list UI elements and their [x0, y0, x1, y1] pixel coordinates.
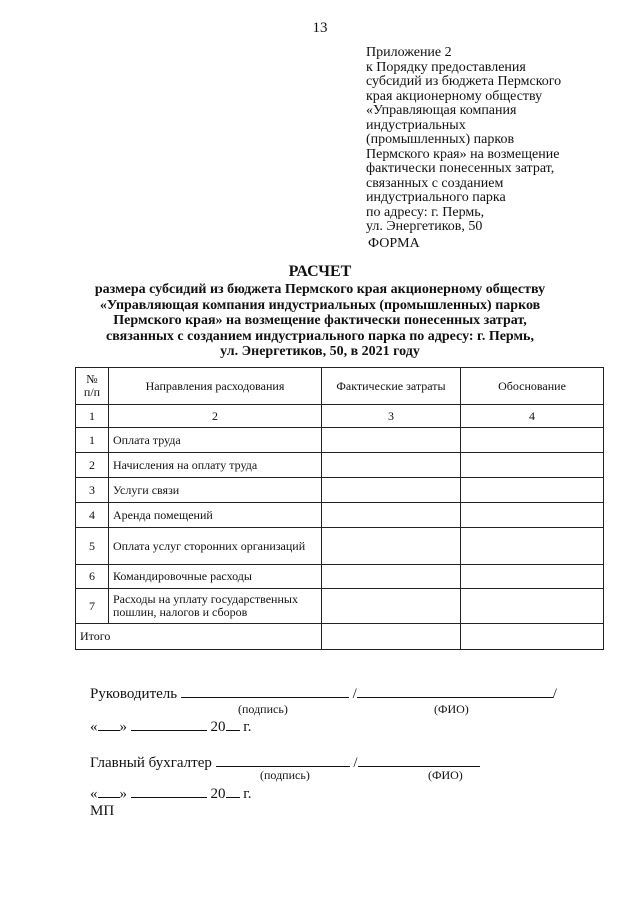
date-year-suffix: г. — [243, 786, 252, 802]
header-number: № п/п — [76, 368, 109, 405]
row-number: 6 — [76, 565, 109, 589]
appendix-line: «Управляющая компания — [366, 103, 517, 118]
table-row — [76, 478, 604, 503]
actual-costs-cell — [322, 478, 461, 503]
table-header-row — [76, 368, 604, 405]
appendix-line: субсидий из бюджета Пермского — [366, 74, 562, 89]
justification-cell — [461, 528, 604, 565]
total-row — [76, 624, 604, 650]
appendix-line: (промышленных) парков — [366, 132, 515, 147]
accountant-name-field — [358, 752, 480, 767]
date-year-prefix: 20 — [210, 786, 226, 802]
row-name: Командировочные расходы — [109, 565, 322, 589]
appendix-line: Пермского края» на возмещение — [366, 146, 560, 162]
row-number: 7 — [76, 589, 109, 624]
form-label: ФОРМА — [368, 236, 420, 251]
row-name: Начисления на оплату труда — [109, 453, 322, 478]
row-name: Услуги связи — [109, 478, 322, 503]
actual-costs-cell — [322, 503, 461, 528]
slash: / — [353, 755, 358, 771]
date-year-suffix: г. — [243, 719, 252, 735]
row-number: 2 — [76, 453, 109, 478]
appendix-line: края акционерному обществу — [366, 88, 543, 104]
date-day-field — [98, 783, 120, 798]
slash: / — [552, 686, 557, 702]
table-row — [76, 503, 604, 528]
total-justification-cell — [461, 624, 604, 650]
table-row — [76, 528, 604, 565]
appendix-line: фактически понесенных затрат, — [366, 161, 555, 176]
row-number: 1 — [76, 428, 109, 453]
document-subtitle — [40, 282, 600, 360]
date-year-field — [226, 783, 240, 798]
appendix-block — [366, 46, 636, 235]
row-name: Расходы на уплату государственных пошлин, налогов и сборов — [109, 589, 322, 624]
date-close-quote: » — [119, 719, 127, 735]
justification-cell — [461, 428, 604, 453]
header-actual-costs: Фактические затраты — [322, 368, 461, 405]
appendix-line: к Порядку предоставления — [366, 59, 526, 75]
date-month-field — [131, 783, 207, 798]
table-row — [76, 565, 604, 589]
head-name-field — [357, 683, 553, 698]
date-month-field — [131, 716, 207, 731]
table-row — [76, 589, 604, 624]
subtitle-line: связанных с созданием индустриального парка по адресу: г. Пермь, — [106, 328, 534, 344]
actual-costs-cell — [322, 453, 461, 478]
actual-costs-cell — [322, 428, 461, 453]
justification-cell — [461, 503, 604, 528]
total-label: Итого — [76, 624, 322, 650]
head-label: Руководитель — [90, 686, 178, 702]
column-number: 2 — [109, 405, 322, 428]
subtitle-line: «Управляющая компания индустриальных (промышленных) парков — [99, 297, 541, 313]
column-number: 1 — [76, 405, 109, 428]
actual-costs-cell — [322, 528, 461, 565]
date-close-quote: » — [119, 786, 127, 802]
slash: / — [352, 686, 357, 702]
head-signature-field — [181, 683, 349, 698]
name-caption: (ФИО) — [428, 768, 463, 782]
row-number: 3 — [76, 478, 109, 503]
appendix-line: индустриальных — [366, 117, 466, 133]
head-date-line — [90, 716, 251, 736]
table-row — [76, 428, 604, 453]
stamp-label: МП — [90, 803, 115, 819]
row-name: Оплата труда — [109, 428, 322, 453]
header-direction: Направления расходования — [109, 368, 322, 405]
date-year-field — [226, 716, 240, 731]
accountant-signature-field — [216, 752, 350, 767]
justification-cell — [461, 478, 604, 503]
subtitle-line: ул. Энергетиков, 50, в 2021 году — [220, 344, 420, 359]
table-row — [76, 453, 604, 478]
name-caption: (ФИО) — [434, 702, 469, 716]
total-actual-costs-cell — [322, 624, 461, 650]
justification-cell — [461, 589, 604, 624]
accountant-date-line — [90, 783, 251, 803]
subtitle-line: Пермского края» на возмещение фактически понесенных затрат, — [113, 313, 527, 328]
head-signature-line — [90, 683, 557, 703]
row-number: 4 — [76, 503, 109, 528]
column-number: 4 — [461, 405, 604, 428]
column-number: 3 — [322, 405, 461, 428]
row-number: 5 — [76, 528, 109, 565]
appendix-line: ул. Энергетиков, 50 — [366, 219, 483, 234]
document-title: РАСЧЕТ — [288, 263, 352, 280]
appendix-line: по адресу: г. Пермь, — [366, 204, 485, 220]
signature-caption: (подпись) — [238, 702, 288, 716]
row-name: Аренда помещений — [109, 503, 322, 528]
appendix-line: Приложение 2 — [366, 45, 452, 60]
appendix-line: индустриального парка — [366, 190, 506, 205]
date-open-quote: « — [90, 786, 98, 802]
justification-cell — [461, 565, 604, 589]
expenses-table — [75, 367, 604, 650]
date-day-field — [98, 716, 120, 731]
actual-costs-cell — [322, 565, 461, 589]
date-open-quote: « — [90, 719, 98, 735]
row-name: Оплата услуг сторонних организаций — [109, 528, 322, 565]
date-year-prefix: 20 — [210, 719, 226, 735]
column-numbers-row — [76, 405, 604, 428]
justification-cell — [461, 453, 604, 478]
subtitle-line: размера субсидий из бюджета Пермского края акционерному обществу — [94, 282, 546, 297]
accountant-label: Главный бухгалтер — [90, 755, 212, 771]
signature-caption: (подпись) — [260, 768, 310, 782]
header-justification: Обоснование — [461, 368, 604, 405]
appendix-line: связанных с созданием — [366, 175, 504, 191]
page-number: 13 — [312, 20, 328, 36]
actual-costs-cell — [322, 589, 461, 624]
